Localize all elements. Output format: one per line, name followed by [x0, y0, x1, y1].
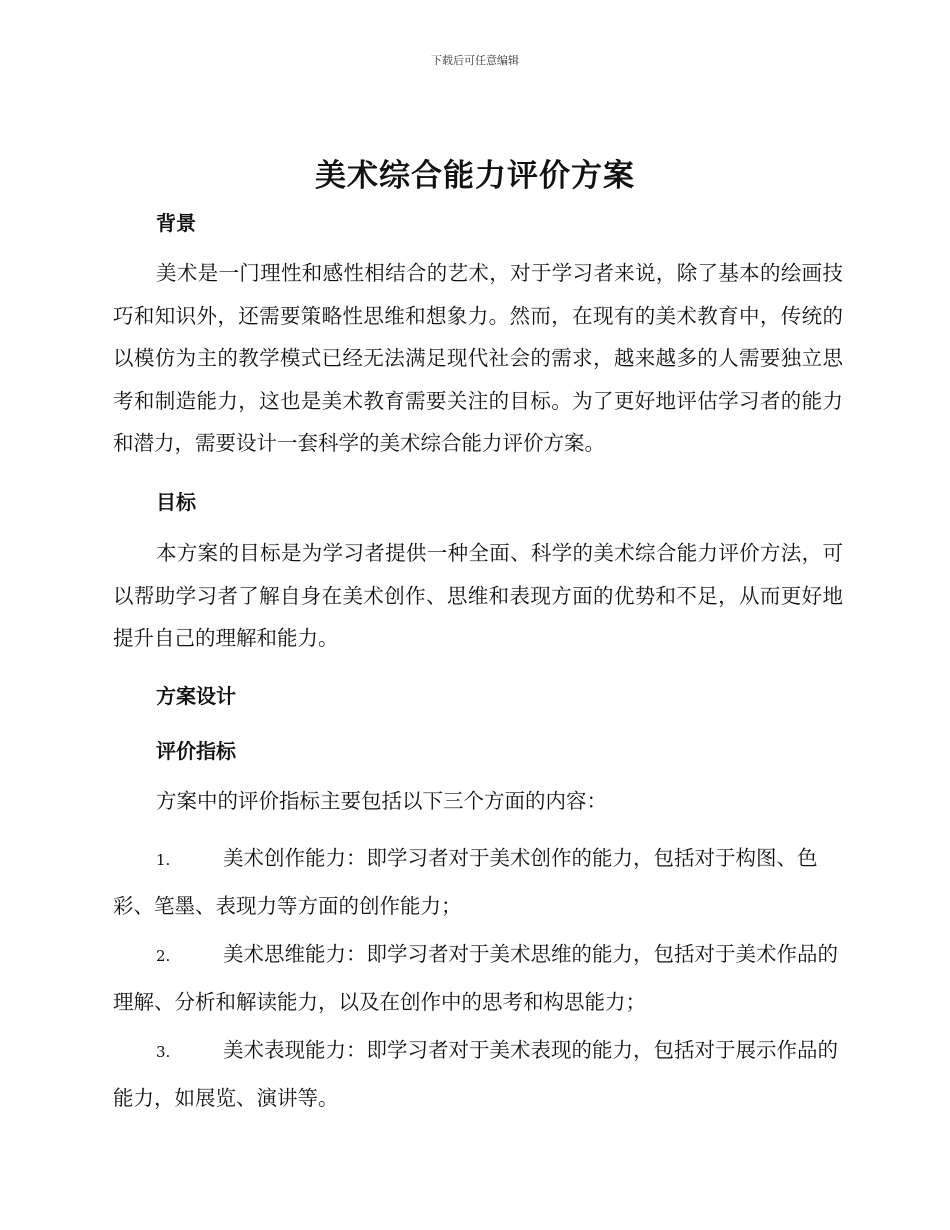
header-note: 下载后可任意编辑 [431, 54, 519, 67]
list-number: 1. [156, 851, 171, 869]
section-heading-design: 方案设计 [156, 684, 236, 708]
list-item-text: 美术创作能力：即学习者对于美术创作的能力，包括对于构图、色彩、笔墨、表现力等方面的创作能力； [113, 846, 818, 918]
background-paragraph: 美术是一门理性和感性相结合的艺术，对于学习者来说，除了基本的绘画技巧和知识外，还需要策略性思维和想象力。然而，在现有的美术教育中，传统的以模仿为主的教学模式已经无法满足现代社会的需求，越来越多的人需要独立思考和制造能力，这也是美术教育需要关注的目标。为了更好地评估学习者的能力和潜力，需要设计一套科学的美术综合能力评价方案。 [113, 261, 843, 455]
criteria-list-item [113, 1027, 843, 1121]
section-heading-goal: 目标 [156, 490, 196, 514]
document-title: 美术综合能力评价方案 [315, 158, 635, 194]
criteria-list-item [113, 931, 843, 1025]
list-item-text: 美术思维能力：即学习者对于美术思维的能力，包括对于美术作品的理解、分析和解读能力，以及在创作中的思考和构思能力； [113, 942, 838, 1014]
criteria-intro: 方案中的评价指标主要包括以下三个方面的内容： [156, 789, 607, 813]
section-heading-background: 背景 [156, 211, 196, 235]
list-number: 3. [156, 1043, 171, 1061]
list-number: 2. [156, 947, 171, 965]
list-item-text: 美术表现能力：即学习者对于美术表现的能力，包括对于展示作品的能力，如展览、演讲等。 [113, 1038, 838, 1110]
criteria-list-item [113, 835, 843, 929]
goal-paragraph: 本方案的目标是为学习者提供一种全面、科学的美术综合能力评价方法，可以帮助学习者了解自身在美术创作、思维和表现方面的优势和不足，从而更好地提升自己的理解和能力。 [113, 541, 843, 650]
section-heading-criteria: 评价指标 [156, 739, 236, 763]
